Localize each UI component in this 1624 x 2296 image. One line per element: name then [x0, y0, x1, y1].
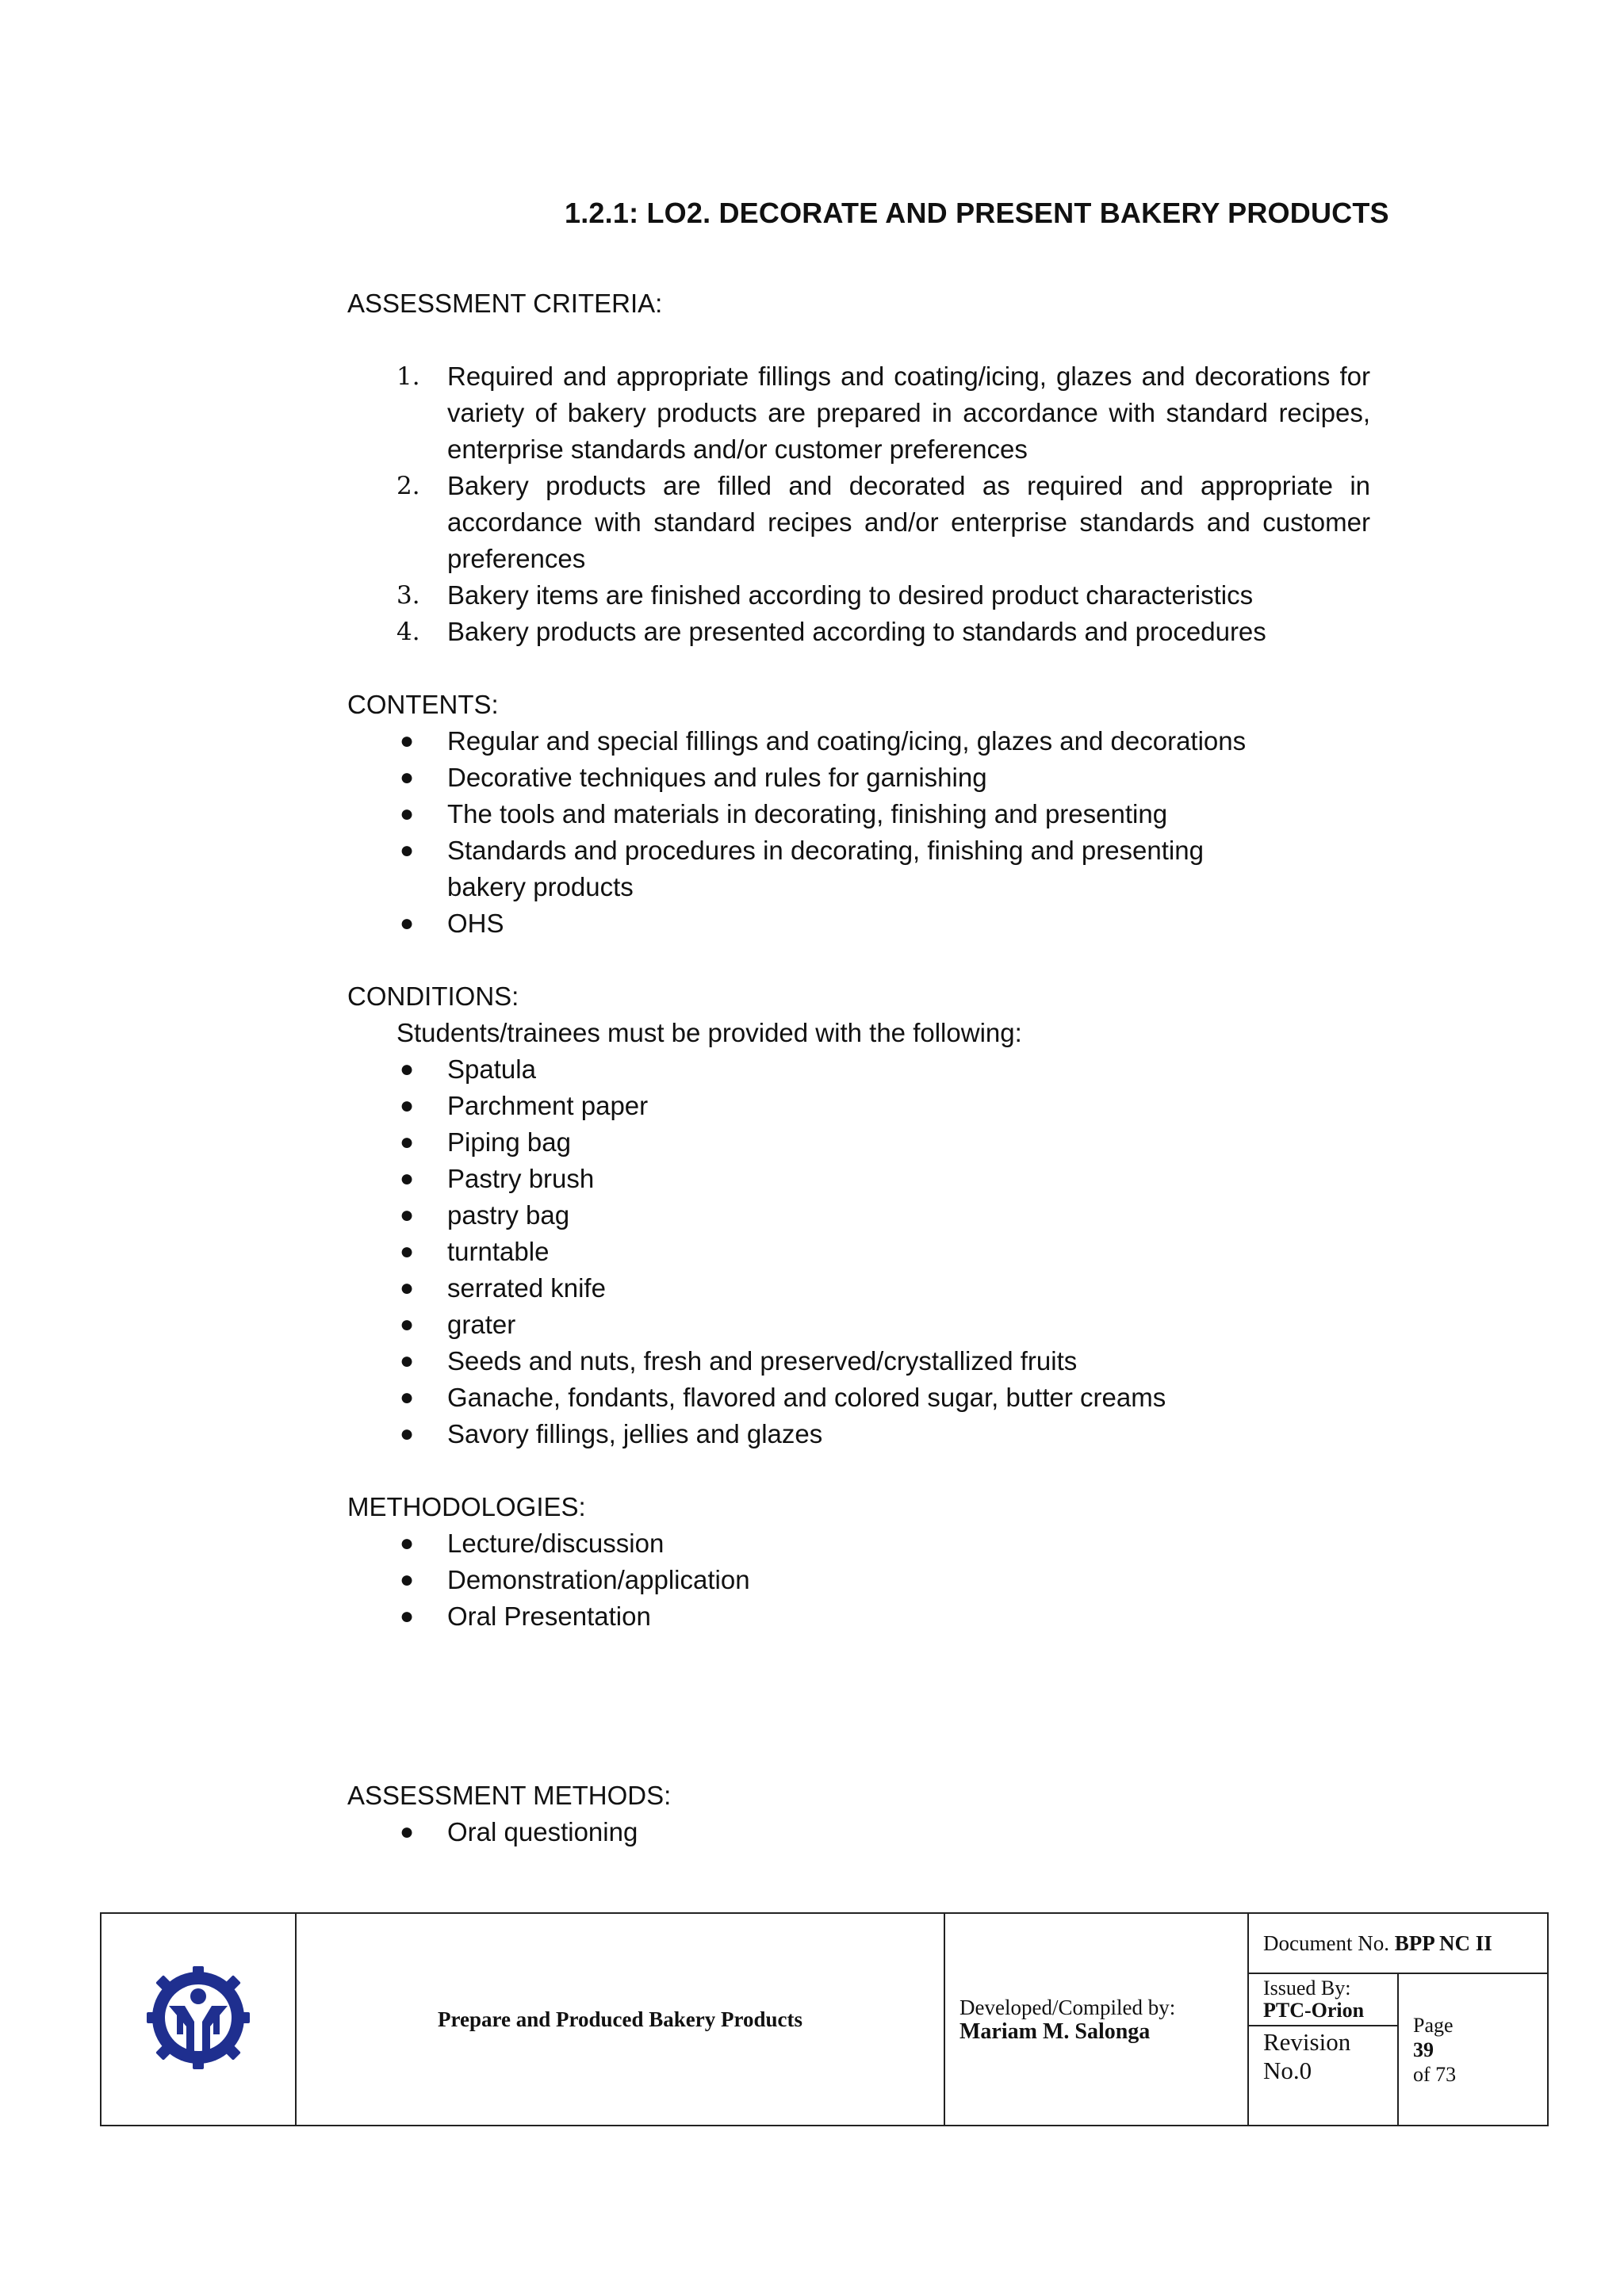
list-item-text: Bakery products are presented according to standards and procedures [447, 617, 1266, 646]
assessment-methods-heading: ASSESSMENT METHODS: [347, 1781, 672, 1810]
list-item-text: OHS [447, 909, 504, 938]
list-item [347, 468, 1370, 577]
assessment-criteria-list [347, 358, 1370, 650]
issued-by: PTC-Orion [1263, 1999, 1365, 2022]
revision-number: Revision No.0 [1248, 2026, 1398, 2126]
list-item-text: Required and appropriate fillings and coating/icing, glazes and decorations for variety of bakery products are prepared in accordance with standard recipes, enterprise standards and/or customer preferences [447, 362, 1370, 464]
list-item-text: The tools and materials in decorating, finishing and presenting [447, 799, 1168, 828]
list-item-text: Oral Presentation [447, 1601, 651, 1631]
issued-by-cell [1248, 1973, 1398, 2026]
list-item [347, 614, 1370, 650]
contents-list [347, 723, 1370, 942]
bullet-icon: ● [400, 1202, 415, 1228]
conditions-intro: Students/trainees must be provided with the following: [396, 1018, 1022, 1047]
list-item-text: Spatula [447, 1054, 536, 1084]
list-item [347, 723, 1370, 760]
bullet-icon: ● [400, 1348, 415, 1374]
methodologies-heading: METHODOLOGIES: [347, 1492, 586, 1521]
list-item-text: Savory fillings, jellies and glazes [447, 1419, 823, 1448]
page-cell [1398, 1973, 1548, 2126]
bullet-icon: ● [400, 728, 415, 754]
document-number-cell [1248, 1913, 1548, 1973]
list-item-text: Decorative techniques and rules for garnishing [447, 763, 987, 792]
list-item [347, 1234, 1370, 1270]
list-item-text: pastry bag [447, 1200, 570, 1230]
bullet-icon: ● [400, 1275, 415, 1301]
developer-name: Mariam M. Salonga [959, 2019, 1151, 2044]
tesda-logo-icon [145, 1965, 251, 2071]
bullet-icon: ● [400, 801, 415, 827]
developer-cell [944, 1913, 1248, 2126]
list-item [347, 1525, 1370, 1562]
list-item-text: Ganache, fondants, flavored and colored sugar, butter creams [447, 1383, 1166, 1412]
bullet-icon: ● [400, 1819, 415, 1845]
list-item-text: Bakery items are finished according to desired product characteristics [447, 580, 1254, 610]
conditions-heading: CONDITIONS: [347, 982, 519, 1011]
bullet-icon: ● [400, 1238, 415, 1265]
list-item-text: serrated knife [447, 1273, 606, 1303]
bullet-icon: ● [400, 1129, 415, 1155]
list-item [347, 1598, 1370, 1635]
bullet-icon: ● [400, 1567, 415, 1593]
issued-label: Issued By: [1263, 1976, 1351, 1999]
assessment-methods-list [347, 1814, 1370, 1850]
logo-cell [101, 1913, 296, 2126]
list-item [347, 577, 1370, 614]
document-footer [100, 1912, 1549, 2126]
document-body [347, 285, 1370, 1850]
list-item [347, 1161, 1370, 1197]
list-item [347, 1307, 1370, 1343]
list-item-text: Oral questioning [447, 1817, 638, 1846]
list-item-text: Bakery products are filled and decorated as required and appropriate in accordance with standard recipes and/or enterprise standards and customer preferences [447, 471, 1370, 573]
list-item-text: turntable [447, 1237, 550, 1266]
bullet-icon: ● [400, 1165, 415, 1192]
bullet-icon: ● [400, 1384, 415, 1410]
list-item [347, 760, 1370, 796]
bullet-icon: ● [400, 1603, 415, 1629]
page-label: Page [1413, 2013, 1454, 2037]
bullet-icon: ● [400, 837, 415, 863]
list-item [347, 832, 1280, 905]
document-label: Document No. [1263, 1931, 1389, 1955]
list-number: 4. [396, 618, 420, 646]
conditions-list [347, 1051, 1370, 1452]
list-item-text: Demonstration/application [447, 1565, 750, 1594]
list-item [347, 796, 1370, 832]
list-item-text: Piping bag [447, 1127, 571, 1157]
document-number: BPP NC II [1394, 1931, 1492, 1955]
list-item-text: Lecture/discussion [447, 1529, 665, 1558]
page-total: of 73 [1413, 2062, 1457, 2086]
list-item [347, 1270, 1370, 1307]
list-item [347, 1343, 1370, 1380]
developed-label: Developed/Compiled by: [959, 1995, 1176, 2019]
list-item-text: Regular and special fillings and coating/icing, glazes and decorations [447, 726, 1247, 756]
contents-heading: CONTENTS: [347, 690, 499, 719]
page-number: 39 [1413, 2038, 1434, 2061]
bullet-icon: ● [400, 1311, 415, 1337]
bullet-icon: ● [400, 764, 415, 790]
list-item [347, 1814, 1370, 1850]
list-number: 1. [396, 362, 420, 391]
list-item [347, 1380, 1370, 1416]
list-number: 2. [396, 472, 420, 500]
methodologies-list [347, 1525, 1370, 1635]
page-title: 1.2.1: LO2. DECORATE AND PRESENT BAKERY PRODUCTS [565, 197, 1389, 229]
list-item-text: Parchment paper [447, 1091, 649, 1120]
list-item [347, 1416, 1370, 1452]
bullet-icon: ● [400, 910, 415, 936]
list-item [347, 905, 1370, 942]
assessment-criteria-heading: ASSESSMENT CRITERIA: [347, 289, 663, 318]
list-item-text: grater [447, 1310, 516, 1339]
list-item-text: Pastry brush [447, 1164, 595, 1193]
list-item [347, 1562, 1370, 1598]
list-item [347, 1197, 1370, 1234]
list-item [347, 358, 1370, 468]
bullet-icon: ● [400, 1093, 415, 1119]
bullet-icon: ● [400, 1421, 415, 1447]
module-title: Prepare and Produced Bakery Products [296, 1913, 944, 2126]
bullet-icon: ● [400, 1056, 415, 1082]
list-number: 3. [396, 581, 420, 610]
list-item-text: Seeds and nuts, fresh and preserved/crystallized fruits [447, 1346, 1078, 1376]
list-item [347, 1124, 1370, 1161]
list-item [347, 1051, 1370, 1088]
list-item [347, 1088, 1370, 1124]
bullet-icon: ● [400, 1530, 415, 1556]
list-item-text: Standards and procedures in decorating, finishing and presenting bakery products [447, 836, 1204, 901]
